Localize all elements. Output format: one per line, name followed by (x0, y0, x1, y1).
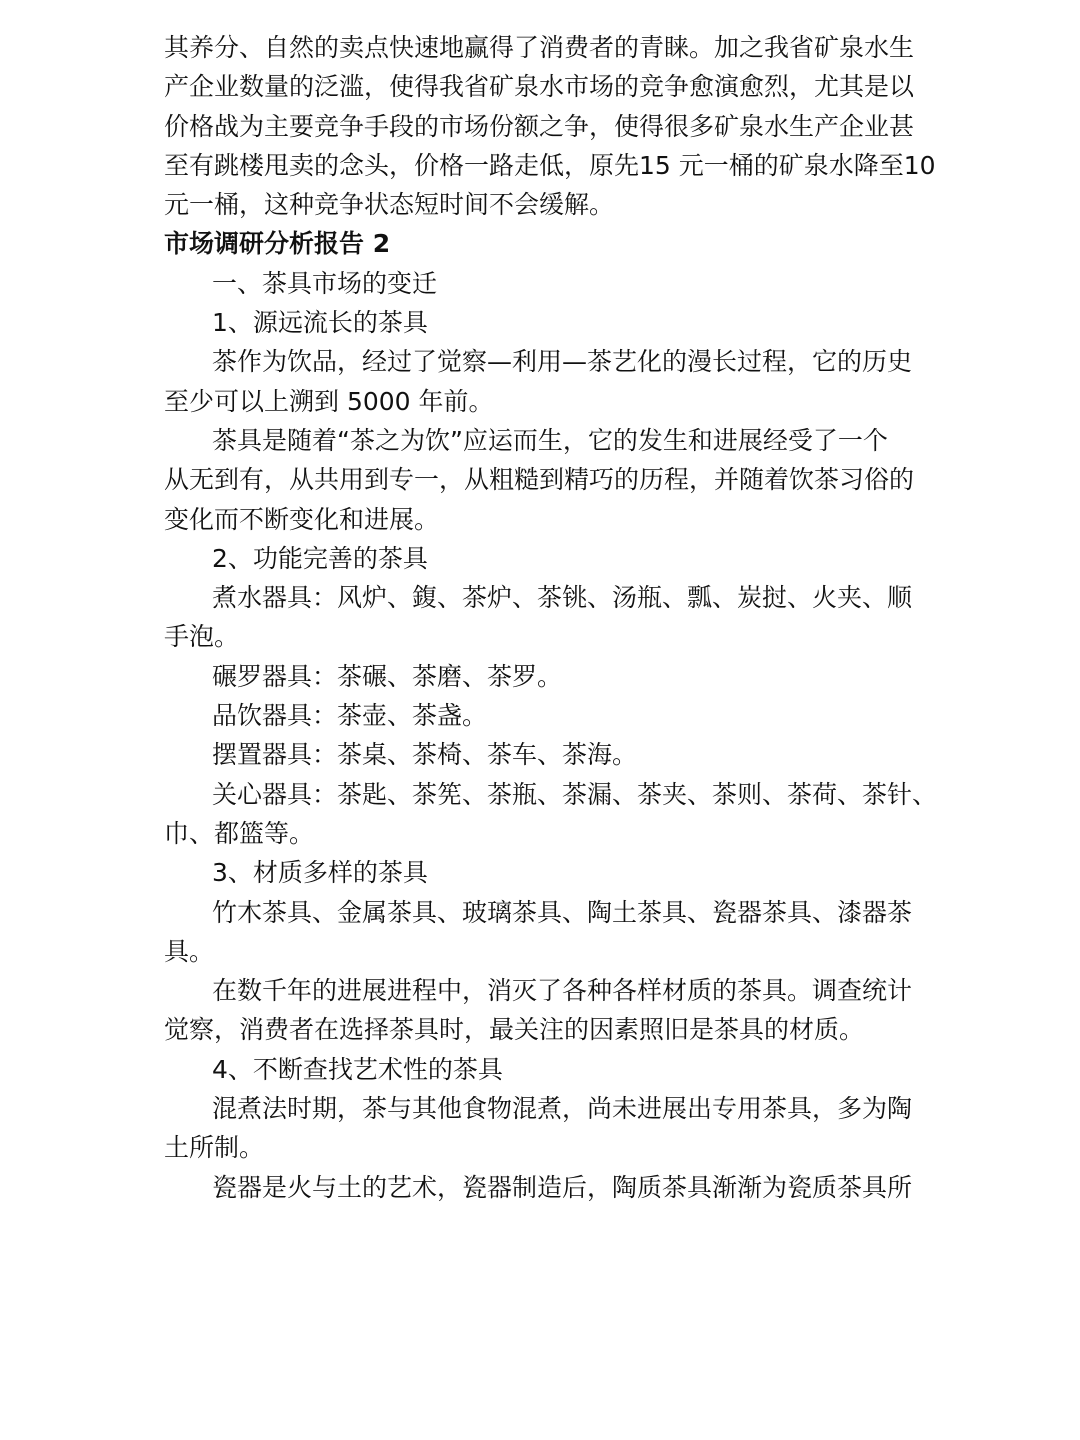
section-heading: 市场调研分析报告 2 (164, 229, 391, 259)
paragraph-line: 品饮器具：茶壶、茶盏。 (212, 701, 488, 731)
paragraph-line: 至有跳楼甩卖的念头，价格一路走低，原先15 元一桶的矿泉水降至10 (164, 150, 936, 180)
paragraph-line: 产企业数量的泛滥，使得我省矿泉水市场的竞争愈演愈烈，尤其是以 (164, 72, 915, 102)
paragraph-line: 摆置器具：茶桌、茶椅、茶车、茶海。 (212, 740, 638, 770)
paragraph-line: 土所制。 (164, 1133, 265, 1163)
paragraph-line: 竹木茶具、金属茶具、玻璃茶具、陶土茶具、瓷器茶具、漆器茶 (212, 897, 913, 927)
paragraph-line: 巾、都篮等。 (164, 818, 315, 848)
paragraph-line: 元一桶，这种竞争状态短时间不会缓解。 (164, 190, 615, 220)
paragraph-line: 从无到有，从共用到专一，从粗糙到精巧的历程，并随着饮茶习俗的 (164, 465, 915, 495)
paragraph-line: 混煮法时期，茶与其他食物混煮，尚未进展出专用茶具，多为陶 (212, 1094, 913, 1124)
paragraph-line: 至少可以上溯到 5000 年前。 (164, 386, 494, 416)
paragraph-line: 碾罗器具：茶碾、茶磨、茶罗。 (212, 661, 563, 691)
paragraph-line: 在数千年的进展进程中，消灭了各种各样材质的茶具。调查统计 (212, 976, 913, 1006)
paragraph-line: 茶作为饮品，经过了觉察—利用—茶艺化的漫长过程，它的历史 (212, 347, 913, 377)
subsection-title: 4、不断查找艺术性的茶具 (212, 1054, 503, 1084)
subsection-title: 一、茶具市场的变迁 (212, 268, 438, 298)
paragraph-line: 其养分、自然的卖点快速地赢得了消费者的青睐。加之我省矿泉水生 (164, 33, 915, 62)
subsection-title: 1、源远流长的茶具 (212, 308, 428, 338)
document-page (164, 28, 938, 1207)
paragraph-line: 价格战为主要竞争手段的市场份额之争，使得很多矿泉水生产企业甚 (164, 111, 915, 141)
paragraph-line: 瓷器是火与土的艺术，瓷器制造后，陶质茶具渐渐为瓷质茶具所 (212, 1172, 913, 1202)
paragraph-line: 觉察，消费者在选择茶具时，最关注的因素照旧是茶具的材质。 (164, 1015, 865, 1045)
subsection-title: 2、功能完善的茶具 (212, 543, 428, 573)
paragraph-line: 煮水器具：风炉、鍑、茶炉、茶铫、汤瓶、瓢、炭挝、火夹、顺 (212, 583, 913, 613)
subsection-title: 3、材质多样的茶具 (212, 858, 428, 888)
paragraph-line: 关心器具：茶匙、茶筅、茶瓶、茶漏、茶夹、茶则、茶荷、茶针、 (212, 779, 938, 809)
paragraph-line: 手泡。 (164, 622, 240, 652)
paragraph-line: 变化而不断变化和进展。 (164, 504, 440, 534)
paragraph-line: 茶具是随着“茶之为饮”应运而生，它的发生和进展经受了一个 (212, 425, 888, 455)
paragraph-line: 具。 (164, 936, 215, 966)
